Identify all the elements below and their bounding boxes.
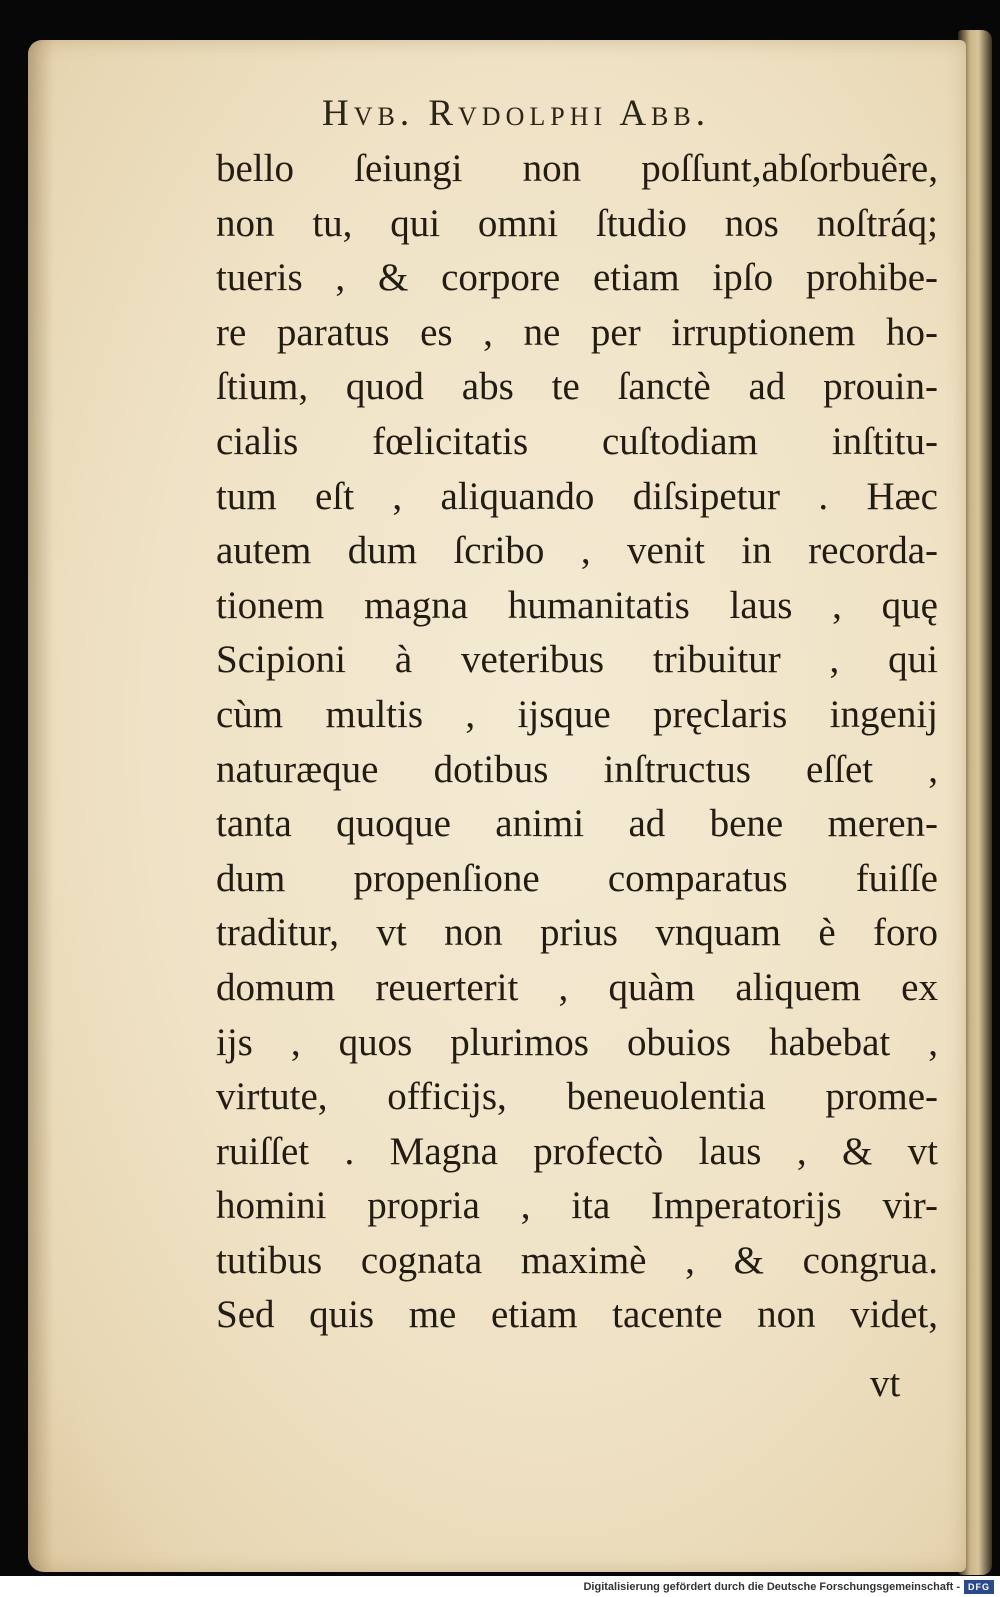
text-line: bello ſeiungi non poſſunt,abſorbuêre, (216, 147, 938, 190)
text-line: tum eſt , aliquando diſsipetur . Hæc (216, 474, 938, 518)
text-line: Scipioni à veteribus tribuitur , qui (216, 638, 938, 682)
dfg-logo: DFG (964, 1580, 994, 1594)
running-head: Hvb. Rvdolphi Abb. (322, 93, 710, 134)
text-line: tueris , & corpore etiam ipſo prohibe- (216, 256, 938, 300)
text-line: tanta quoque animi ad bene meren- (216, 802, 938, 846)
text-line: non tu, qui omni ſtudio nos noſtráq; (216, 201, 938, 245)
text-line: re paratus es , ne per irruptionem ho- (216, 310, 938, 354)
funding-credit: Digitalisierung gefördert durch die Deutsche Forschungsgemeinschaft - (583, 1581, 960, 1593)
text-line: cùm multis , ijsque pręclaris ingenij (216, 692, 938, 736)
text-line: Sed quis me etiam tacente non videt, (216, 1293, 938, 1337)
spine-shadow (28, 40, 54, 1572)
text-line: cialis fœlicitatis cuſtodiam inſtitu- (216, 419, 938, 463)
body-text (216, 142, 938, 1382)
text-line: tutibus cognata maximè , & congrua. (216, 1238, 938, 1282)
text-line: dum propenſione comparatus fuiſſe (216, 856, 938, 900)
text-line: autem dum ſcribo , venit in recorda- (216, 529, 938, 573)
text-line: homini propria , ita Imperatorijs vir- (216, 1184, 938, 1228)
text-line: ijs , quos plurimos obuios habebat , (216, 1020, 938, 1064)
text-line: ruiſſet . Magna profectò laus , & vt (216, 1129, 938, 1173)
text-line: tionem magna humanitatis laus , quę (216, 583, 938, 627)
text-line: traditur, vt non prius vnquam è foro (216, 911, 938, 955)
catchword: vt (870, 1362, 901, 1405)
text-line: domum reuerterit , quàm aliquem ex (216, 965, 938, 1009)
text-line: virtute, officijs, beneuolentia prome- (216, 1075, 938, 1119)
text-line: ſtium, quod abs te ſanctè ad prouin- (216, 365, 938, 409)
text-line: naturæque dotibus inſtructus eſſet , (216, 747, 938, 791)
